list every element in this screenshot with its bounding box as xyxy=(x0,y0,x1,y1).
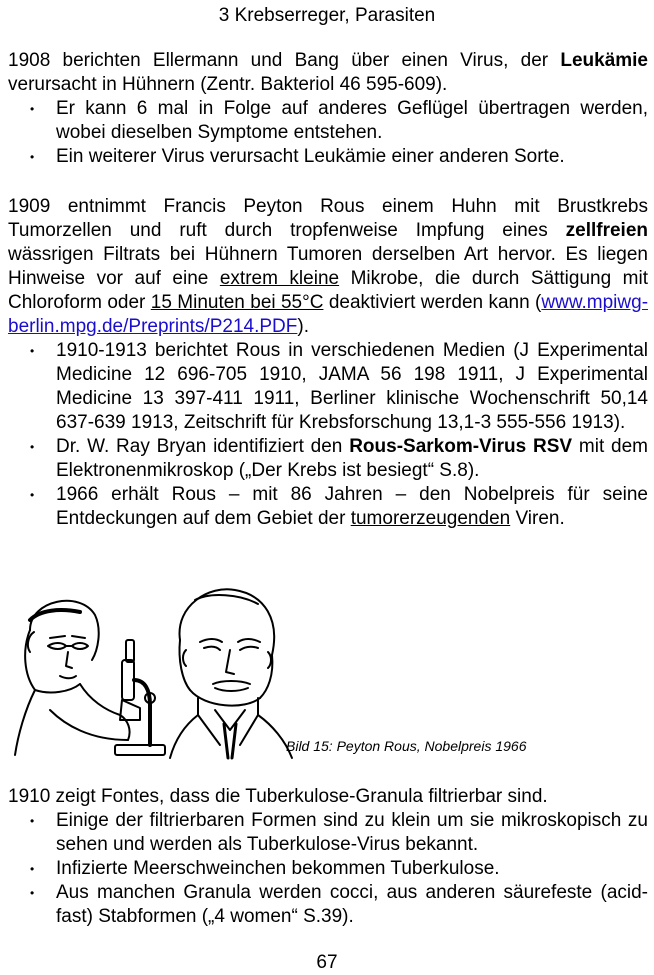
underlined-term: 15 Minuten bei 55°C xyxy=(150,292,324,313)
list-item-text: Er kann 6 mal in Folge auf anderes Geflügel übertragen werden, wobei dieselben Symptome entstehen. xyxy=(56,98,648,143)
underlined-term: tumorerzeugenden xyxy=(350,508,511,529)
bullet-icon: • xyxy=(30,150,35,164)
list-item xyxy=(8,857,648,881)
list-item xyxy=(8,97,648,145)
text-run: Viren. xyxy=(510,508,565,529)
text-run: mit dem Elektronenmikroskop („Der Krebs ist besiegt“ S.8). xyxy=(56,436,648,481)
bullet-icon: • xyxy=(30,344,35,358)
list-item-text: Ein weiterer Virus verursacht Leukämie einer anderen Sorte. xyxy=(56,146,565,167)
list-item-text: Infizierte Meerschweinchen bekommen Tuberkulose. xyxy=(56,858,500,879)
text-run: Mikrobe, die durch Sättigung mit Chloroform oder xyxy=(8,268,648,313)
bullet-icon: • xyxy=(30,440,35,454)
text-run: 1966 erhält Rous – mit 86 Jahren – den Nobelpreis für seine Entdeckungen auf dem Gebiet der xyxy=(56,484,648,529)
text-run: ). xyxy=(297,316,309,337)
peyton-rous-sketch xyxy=(10,580,310,760)
list-item xyxy=(8,881,648,929)
bullet-icon: • xyxy=(30,862,35,876)
bold-term: Leukämie xyxy=(560,50,648,71)
bullet-icon: • xyxy=(30,488,35,502)
preprint-link[interactable]: www.mpiwg-berlin.mpg.de/Preprints/P214.PDF xyxy=(8,292,649,337)
text-run: 1908 berichten Ellermann und Bang über einen Virus, der xyxy=(8,50,561,71)
list-item xyxy=(8,145,648,169)
paragraph-1910 xyxy=(8,785,648,929)
text-run: Dr. W. Ray Bryan identifiziert den xyxy=(56,436,350,457)
bold-term: zellfreien xyxy=(565,220,648,241)
bullet-icon: • xyxy=(30,886,35,900)
bullet-icon: • xyxy=(30,102,35,116)
paragraph-text xyxy=(8,195,648,339)
list-item-text: Einige der filtrierbaren Formen sind zu klein um sie mikroskopisch zu sehen und werden als Tuberkulose-Virus bekannt. xyxy=(56,810,648,855)
underlined-term: extrem kleine xyxy=(219,268,340,289)
text-run: 1909 entnimmt Francis Peyton Rous einem Huhn mit Brustkrebs Tumorzellen und ruft durch tropfenweise Impfung eines xyxy=(8,196,648,241)
bullet-list xyxy=(8,97,648,169)
paragraph-1908 xyxy=(8,49,648,169)
bullet-list xyxy=(8,339,648,531)
list-item-text: 1910-1913 berichtet Rous in verschiedenen Medien (J Experimental Medicine 12 696-705 1910, JAMA 56 198 1911, J Experimental Medicine 13 397-411 1911, Berliner klinische Wochenschrift 50,14 637-639 1913, Zeitschrift für Krebsforschung 13,1-3 555-556 1913). xyxy=(56,340,648,433)
text-run: verursacht in Hühnern (Zentr. Bakteriol 46 595-609). xyxy=(8,74,448,95)
portrait-figure xyxy=(10,580,650,760)
paragraph-1909 xyxy=(8,195,648,531)
paragraph-text: 1910 zeigt Fontes, dass die Tuberkulose-Granula filtrierbar sind. xyxy=(8,786,548,807)
bold-term: Rous-Sarkom-Virus RSV xyxy=(349,436,573,457)
text-run: deaktiviert werden kann ( xyxy=(323,292,542,313)
list-item xyxy=(8,339,648,435)
list-item-text: Aus manchen Granula werden cocci, aus anderen säurefeste (acid-fast) Stabformen („4 women“ S.39). xyxy=(56,882,648,927)
paragraph-text xyxy=(8,49,648,97)
list-item xyxy=(8,809,648,857)
bullet-list xyxy=(8,809,648,929)
page-number: 67 xyxy=(316,952,338,973)
list-item xyxy=(8,435,648,483)
chapter-header: 3 Krebserreger, Parasiten xyxy=(218,5,436,26)
figure-caption: Bild 15: Peyton Rous, Nobelpreis 1966 xyxy=(286,738,527,754)
text-run: wässrigen Filtrats bei Hühnern Tumoren derselben Art hervor. Es liegen Hinweise vor auf eine xyxy=(8,244,648,289)
list-item xyxy=(8,483,648,531)
bullet-icon: • xyxy=(30,814,35,828)
